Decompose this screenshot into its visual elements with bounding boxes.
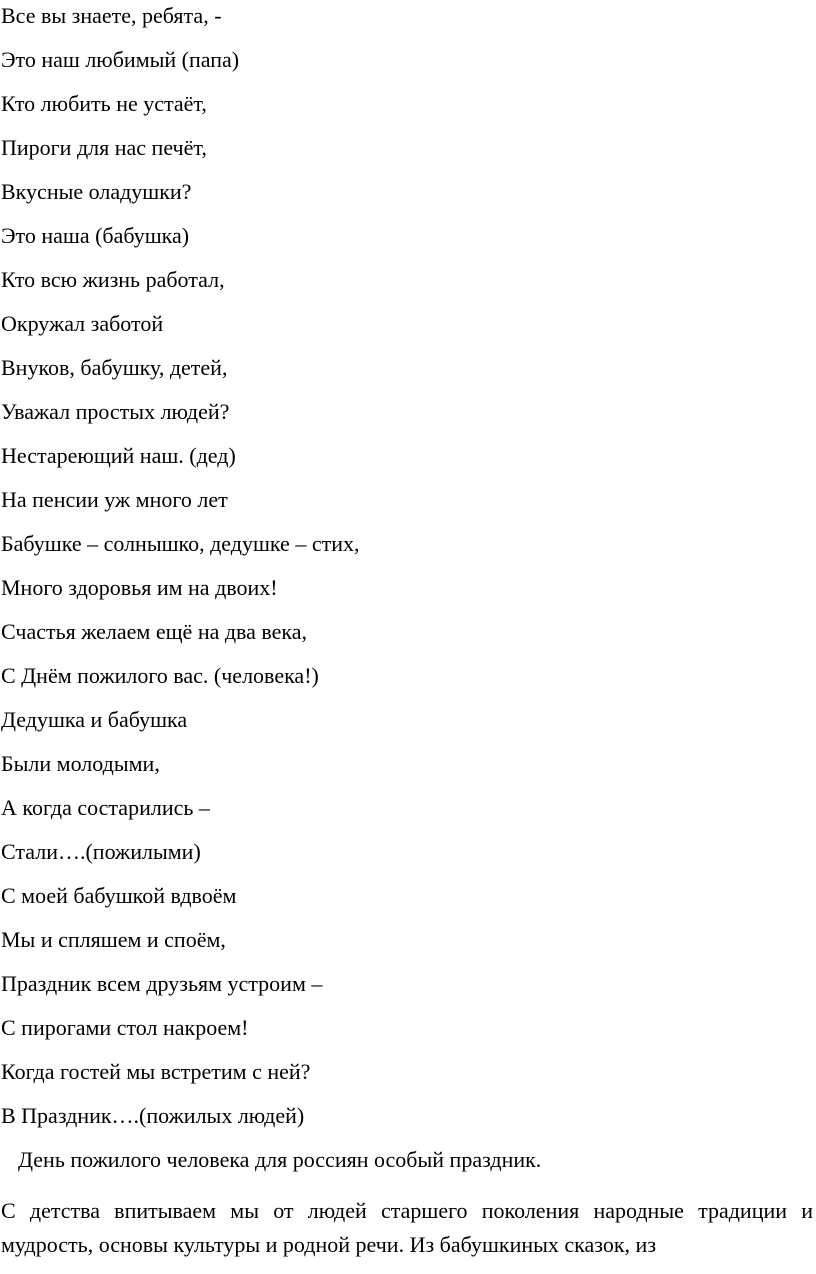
body-paragraph — [1, 1194, 813, 1262]
poem-line: Много здоровья им на двоих! — [1, 575, 278, 600]
paragraph-line: С детства впитываем мы от людей старшего поколения народные традиции и — [1, 1198, 813, 1223]
poem-line: Это наша (бабушка) — [1, 223, 190, 248]
poem-line: Все вы знаете, ребята, - — [1, 3, 222, 28]
poem-line: Кто всю жизнь работал, — [1, 267, 225, 292]
poem-line: Окружал заботой — [1, 311, 164, 336]
poem-line: Праздник всем друзьям устроим – — [1, 971, 323, 996]
poem-line: Счастья желаем ещё на два века, — [1, 619, 308, 644]
poem-line: Пироги для нас печёт, — [1, 135, 207, 160]
poem-line: Уважал простых людей? — [1, 399, 230, 424]
poem-line: Когда гостей мы встретим с ней? — [1, 1059, 311, 1084]
poem-line: В Праздник….(пожилых людей) — [1, 1103, 305, 1128]
poem-line: Мы и спляшем и споём, — [1, 927, 226, 952]
intro-line: День пожилого человека для россиян особый праздник. — [18, 1147, 542, 1172]
poem-line: Стали….(пожилыми) — [1, 839, 201, 864]
poem-line: С моей бабушкой вдвоём — [1, 883, 237, 908]
poem-line: А когда состарились – — [1, 795, 210, 820]
poem-line: С Днём пожилого вас. (человека!) — [1, 663, 319, 688]
paragraph-line: мудрость, основы культуры и родной речи. Из бабушкиных сказок, из — [1, 1232, 657, 1257]
poem-line: Были молодыми, — [1, 751, 160, 776]
poem-line: Нестареющий наш. (дед) — [1, 443, 236, 468]
poem-line: Кто любить не устаёт, — [1, 91, 207, 116]
poem-line: Внуков, бабушку, детей, — [1, 355, 228, 380]
poem-line: Это наш любимый (папа) — [1, 47, 240, 72]
poem-line: Дедушка и бабушка — [1, 707, 188, 732]
poem-line: На пенсии уж много лет — [1, 487, 228, 512]
poem-line: С пирогами стол накроем! — [1, 1015, 249, 1040]
poem-line: Вкусные оладушки? — [1, 179, 192, 204]
poem-line: Бабушке – солнышко, дедушке – стих, — [1, 531, 360, 556]
